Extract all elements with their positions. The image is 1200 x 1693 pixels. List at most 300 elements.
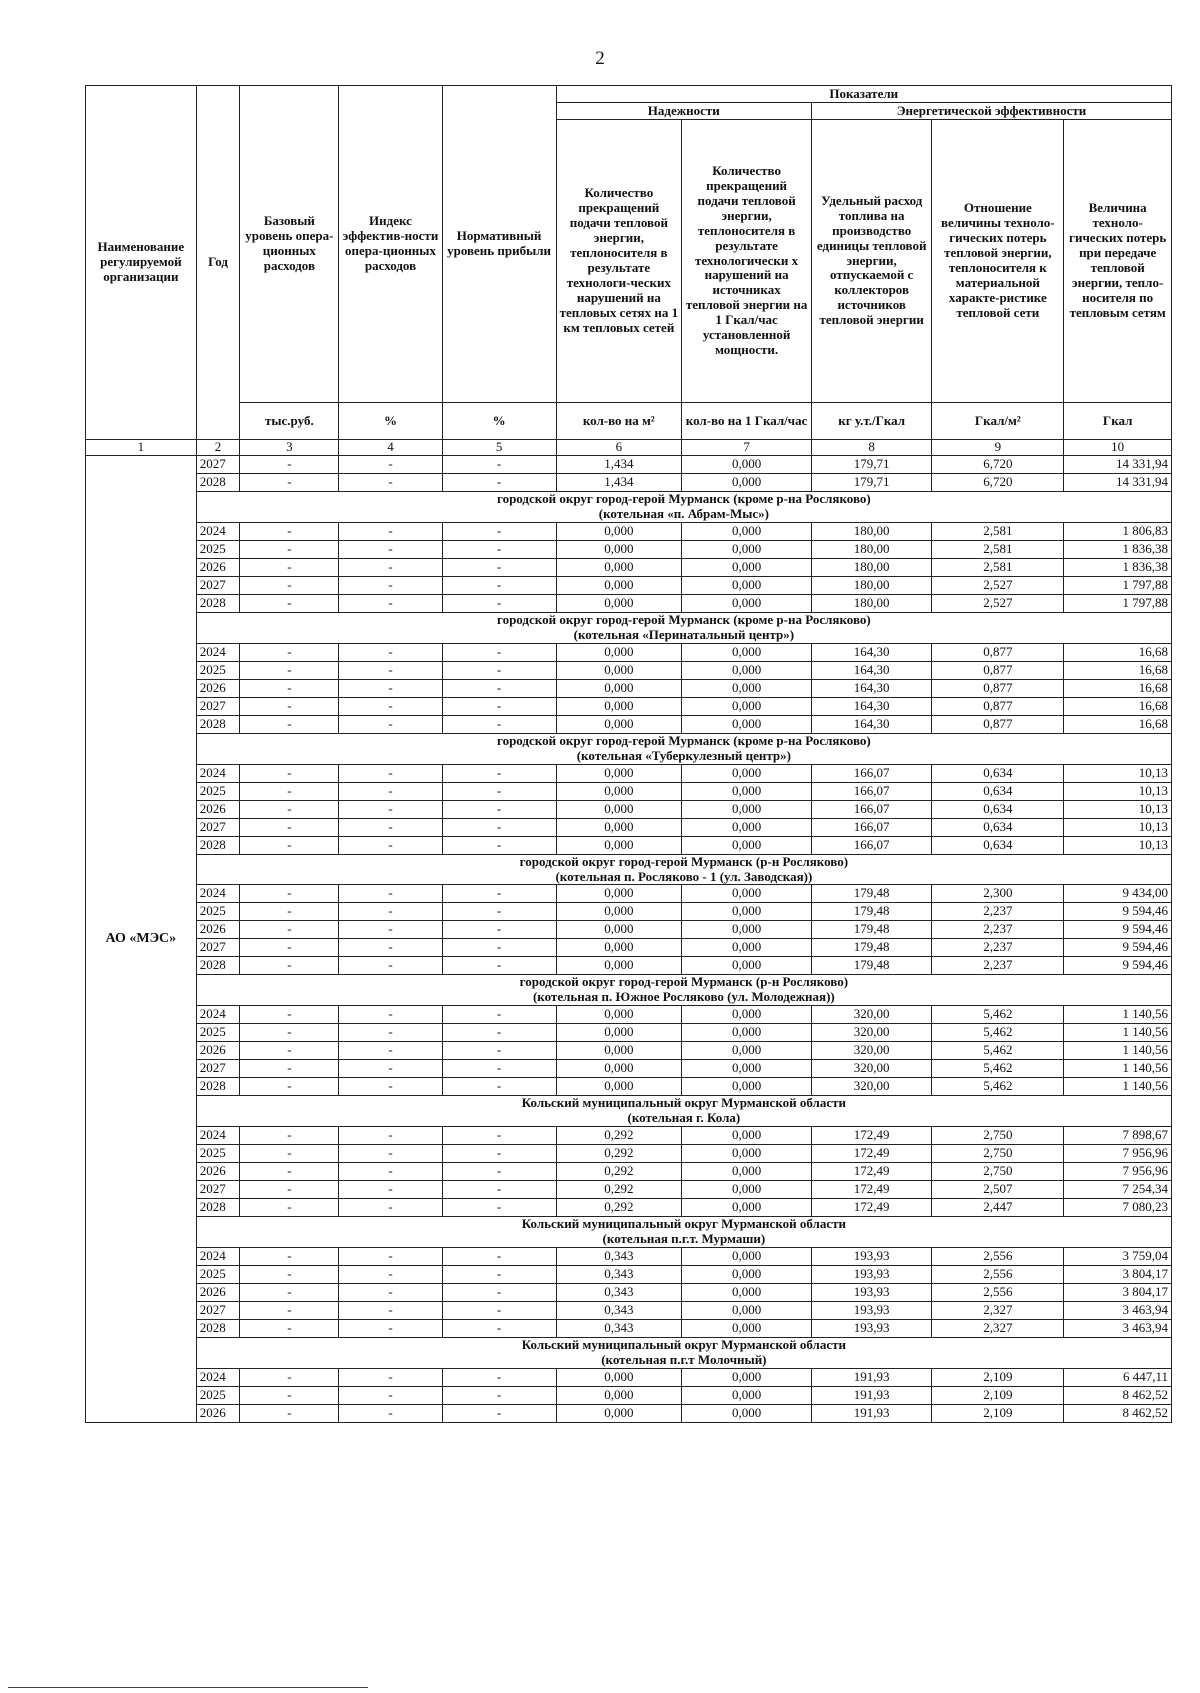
section-header-row xyxy=(86,733,1172,764)
normative-profit-cell: - xyxy=(442,1181,556,1199)
normative-profit-cell: - xyxy=(442,903,556,921)
interruptions-networks-cell: 0,000 xyxy=(556,1042,682,1060)
specific-fuel-cell: 179,71 xyxy=(812,455,932,473)
specific-fuel-cell: 320,00 xyxy=(812,1042,932,1060)
year-cell: 2027 xyxy=(196,1060,240,1078)
loss-ratio-cell: 2,237 xyxy=(932,921,1064,939)
normative-profit-cell: - xyxy=(442,1060,556,1078)
loss-ratio-cell: 0,877 xyxy=(932,679,1064,697)
header-reliability: Надежности xyxy=(556,103,812,120)
interruptions-sources-cell: 0,000 xyxy=(682,1266,812,1284)
efficiency-index-cell: - xyxy=(339,939,442,957)
normative-profit-cell: - xyxy=(442,1404,556,1422)
header-efficiency-index: Индекс эффектив-ности опера-ционных расходов xyxy=(339,86,442,403)
table-header xyxy=(86,86,1172,456)
specific-fuel-cell: 179,48 xyxy=(812,903,932,921)
loss-ratio-cell: 2,527 xyxy=(932,594,1064,612)
base-cost-cell: - xyxy=(240,1006,339,1024)
specific-fuel-cell: 179,71 xyxy=(812,473,932,491)
year-cell: 2026 xyxy=(196,921,240,939)
base-cost-cell: - xyxy=(240,957,339,975)
table-row xyxy=(86,522,1172,540)
efficiency-index-cell: - xyxy=(339,715,442,733)
losses-cell: 1 140,56 xyxy=(1064,1024,1172,1042)
normative-profit-cell: - xyxy=(442,939,556,957)
interruptions-networks-cell: 0,000 xyxy=(556,764,682,782)
base-cost-cell: - xyxy=(240,576,339,594)
loss-ratio-cell: 6,720 xyxy=(932,455,1064,473)
table-body xyxy=(86,455,1172,1422)
losses-cell: 16,68 xyxy=(1064,643,1172,661)
efficiency-index-cell: - xyxy=(339,1368,442,1386)
table-row xyxy=(86,1181,1172,1199)
normative-profit-cell: - xyxy=(442,643,556,661)
interruptions-sources-cell: 0,000 xyxy=(682,1078,812,1096)
unit-normative-profit: % xyxy=(442,403,556,440)
table-row xyxy=(86,1199,1172,1217)
year-cell: 2028 xyxy=(196,594,240,612)
interruptions-sources-cell: 0,000 xyxy=(682,939,812,957)
table-row xyxy=(86,1404,1172,1422)
normative-profit-cell: - xyxy=(442,1042,556,1060)
section-district: Кольский муниципальный округ Мурманской области xyxy=(521,1095,846,1111)
loss-ratio-cell: 2,581 xyxy=(932,522,1064,540)
normative-profit-cell: - xyxy=(442,1024,556,1042)
base-cost-cell: - xyxy=(240,939,339,957)
base-cost-cell: - xyxy=(240,1199,339,1217)
year-cell: 2027 xyxy=(196,455,240,473)
interruptions-networks-cell: 0,000 xyxy=(556,885,682,903)
normative-profit-cell: - xyxy=(442,836,556,854)
section-header-row xyxy=(86,612,1172,643)
normative-profit-cell: - xyxy=(442,455,556,473)
base-cost-cell: - xyxy=(240,1024,339,1042)
interruptions-sources-cell: 0,000 xyxy=(682,697,812,715)
base-cost-cell: - xyxy=(240,594,339,612)
interruptions-sources-cell: 0,000 xyxy=(682,576,812,594)
normative-profit-cell: - xyxy=(442,1127,556,1145)
section-boiler: (котельная «п. Абрам-Мыс») xyxy=(598,505,769,521)
interruptions-networks-cell: 0,000 xyxy=(556,818,682,836)
efficiency-index-cell: - xyxy=(339,643,442,661)
interruptions-sources-cell: 0,000 xyxy=(682,957,812,975)
loss-ratio-cell: 0,634 xyxy=(932,800,1064,818)
loss-ratio-cell: 2,327 xyxy=(932,1320,1064,1338)
specific-fuel-cell: 164,30 xyxy=(812,715,932,733)
loss-ratio-cell: 2,109 xyxy=(932,1368,1064,1386)
efficiency-index-cell: - xyxy=(339,1266,442,1284)
base-cost-cell: - xyxy=(240,1042,339,1060)
specific-fuel-cell: 164,30 xyxy=(812,679,932,697)
section-header-row xyxy=(86,491,1172,522)
base-cost-cell: - xyxy=(240,1302,339,1320)
interruptions-networks-cell: 0,000 xyxy=(556,1024,682,1042)
section-title xyxy=(196,1096,1171,1127)
interruptions-networks-cell: 0,000 xyxy=(556,540,682,558)
year-cell: 2025 xyxy=(196,1266,240,1284)
base-cost-cell: - xyxy=(240,473,339,491)
table-row xyxy=(86,1248,1172,1266)
interruptions-networks-cell: 0,000 xyxy=(556,594,682,612)
loss-ratio-cell: 5,462 xyxy=(932,1024,1064,1042)
losses-cell: 7 956,96 xyxy=(1064,1163,1172,1181)
loss-ratio-cell: 0,877 xyxy=(932,715,1064,733)
table-row xyxy=(86,1320,1172,1338)
interruptions-sources-cell: 0,000 xyxy=(682,643,812,661)
interruptions-sources-cell: 0,000 xyxy=(682,1060,812,1078)
section-district: Кольский муниципальный округ Мурманской области xyxy=(521,1337,846,1353)
normative-profit-cell: - xyxy=(442,818,556,836)
loss-ratio-cell: 5,462 xyxy=(932,1006,1064,1024)
table-row xyxy=(86,1386,1172,1404)
interruptions-networks-cell: 1,434 xyxy=(556,473,682,491)
column-number: 5 xyxy=(442,440,556,456)
normative-profit-cell: - xyxy=(442,1078,556,1096)
section-boiler: (котельная п. Росляково - 1 (ул. Заводская)) xyxy=(555,868,813,884)
interruptions-sources-cell: 0,000 xyxy=(682,1284,812,1302)
section-boiler: (котельная «Перинатальный центр») xyxy=(573,626,795,642)
table-row xyxy=(86,836,1172,854)
section-title xyxy=(196,1338,1171,1369)
normative-profit-cell: - xyxy=(442,1320,556,1338)
unit-losses: Гкал xyxy=(1064,403,1172,440)
interruptions-networks-cell: 0,343 xyxy=(556,1302,682,1320)
interruptions-sources-cell: 0,000 xyxy=(682,1042,812,1060)
column-number: 8 xyxy=(812,440,932,456)
base-cost-cell: - xyxy=(240,1368,339,1386)
efficiency-index-cell: - xyxy=(339,661,442,679)
efficiency-index-cell: - xyxy=(339,679,442,697)
specific-fuel-cell: 172,49 xyxy=(812,1163,932,1181)
specific-fuel-cell: 191,93 xyxy=(812,1404,932,1422)
interruptions-networks-cell: 0,000 xyxy=(556,782,682,800)
year-cell: 2025 xyxy=(196,1386,240,1404)
efficiency-index-cell: - xyxy=(339,1042,442,1060)
loss-ratio-cell: 2,750 xyxy=(932,1145,1064,1163)
section-header-row xyxy=(86,975,1172,1006)
table-row xyxy=(86,1006,1172,1024)
efficiency-index-cell: - xyxy=(339,818,442,836)
losses-cell: 3 804,17 xyxy=(1064,1266,1172,1284)
loss-ratio-cell: 2,507 xyxy=(932,1181,1064,1199)
losses-cell: 7 956,96 xyxy=(1064,1145,1172,1163)
interruptions-networks-cell: 1,434 xyxy=(556,455,682,473)
column-number: 9 xyxy=(932,440,1064,456)
section-title xyxy=(196,491,1171,522)
section-header-row xyxy=(86,854,1172,885)
efficiency-index-cell: - xyxy=(339,1163,442,1181)
header-indicators: Показатели xyxy=(556,86,1171,103)
table-row xyxy=(86,679,1172,697)
specific-fuel-cell: 166,07 xyxy=(812,764,932,782)
header-normative-profit: Нормативный уровень прибыли xyxy=(442,86,556,403)
normative-profit-cell: - xyxy=(442,558,556,576)
interruptions-sources-cell: 0,000 xyxy=(682,885,812,903)
year-cell: 2027 xyxy=(196,818,240,836)
interruptions-networks-cell: 0,292 xyxy=(556,1181,682,1199)
efficiency-index-cell: - xyxy=(339,697,442,715)
table-row xyxy=(86,473,1172,491)
losses-cell: 1 836,38 xyxy=(1064,540,1172,558)
specific-fuel-cell: 193,93 xyxy=(812,1248,932,1266)
efficiency-index-cell: - xyxy=(339,1078,442,1096)
base-cost-cell: - xyxy=(240,921,339,939)
specific-fuel-cell: 180,00 xyxy=(812,558,932,576)
column-number: 2 xyxy=(196,440,240,456)
losses-cell: 14 331,94 xyxy=(1064,455,1172,473)
base-cost-cell: - xyxy=(240,818,339,836)
losses-cell: 16,68 xyxy=(1064,697,1172,715)
base-cost-cell: - xyxy=(240,1284,339,1302)
losses-cell: 1 836,38 xyxy=(1064,558,1172,576)
loss-ratio-cell: 0,634 xyxy=(932,764,1064,782)
header-energy-efficiency: Энергетической эффективности xyxy=(812,103,1172,120)
specific-fuel-cell: 164,30 xyxy=(812,661,932,679)
year-cell: 2028 xyxy=(196,957,240,975)
loss-ratio-cell: 2,581 xyxy=(932,540,1064,558)
base-cost-cell: - xyxy=(240,903,339,921)
header-interruptions-networks: Количество прекращений подачи тепловой энергии, теплоносителя в результате технологи-ческих нарушений на тепловых сетях на 1 км тепловых сетей xyxy=(556,120,682,403)
table-row xyxy=(86,818,1172,836)
year-cell: 2025 xyxy=(196,1024,240,1042)
losses-cell: 9 434,00 xyxy=(1064,885,1172,903)
interruptions-sources-cell: 0,000 xyxy=(682,1248,812,1266)
efficiency-index-cell: - xyxy=(339,836,442,854)
unit-interruptions-sources: кол-во на 1 Гкал/час xyxy=(682,403,812,440)
header-base-cost: Базовый уровень опера-ционных расходов xyxy=(240,86,339,403)
interruptions-networks-cell: 0,000 xyxy=(556,1368,682,1386)
specific-fuel-cell: 320,00 xyxy=(812,1024,932,1042)
interruptions-networks-cell: 0,292 xyxy=(556,1145,682,1163)
losses-cell: 3 463,94 xyxy=(1064,1320,1172,1338)
base-cost-cell: - xyxy=(240,1078,339,1096)
table-row xyxy=(86,800,1172,818)
section-district: Кольский муниципальный округ Мурманской области xyxy=(521,1216,846,1232)
interruptions-sources-cell: 0,000 xyxy=(682,455,812,473)
interruptions-networks-cell: 0,000 xyxy=(556,661,682,679)
interruptions-sources-cell: 0,000 xyxy=(682,1199,812,1217)
normative-profit-cell: - xyxy=(442,957,556,975)
loss-ratio-cell: 0,634 xyxy=(932,836,1064,854)
base-cost-cell: - xyxy=(240,800,339,818)
efficiency-index-cell: - xyxy=(339,1302,442,1320)
efficiency-index-cell: - xyxy=(339,782,442,800)
year-cell: 2024 xyxy=(196,643,240,661)
loss-ratio-cell: 5,462 xyxy=(932,1060,1064,1078)
losses-cell: 10,13 xyxy=(1064,764,1172,782)
efficiency-index-cell: - xyxy=(339,522,442,540)
base-cost-cell: - xyxy=(240,1060,339,1078)
interruptions-networks-cell: 0,000 xyxy=(556,576,682,594)
year-cell: 2027 xyxy=(196,939,240,957)
efficiency-index-cell: - xyxy=(339,1060,442,1078)
table-row xyxy=(86,697,1172,715)
specific-fuel-cell: 166,07 xyxy=(812,800,932,818)
normative-profit-cell: - xyxy=(442,1266,556,1284)
specific-fuel-cell: 180,00 xyxy=(812,522,932,540)
interruptions-sources-cell: 0,000 xyxy=(682,818,812,836)
losses-cell: 1 140,56 xyxy=(1064,1006,1172,1024)
section-title xyxy=(196,1217,1171,1248)
table-row xyxy=(86,715,1172,733)
base-cost-cell: - xyxy=(240,1145,339,1163)
table-row xyxy=(86,782,1172,800)
efficiency-index-cell: - xyxy=(339,1320,442,1338)
interruptions-networks-cell: 0,343 xyxy=(556,1248,682,1266)
interruptions-networks-cell: 0,000 xyxy=(556,921,682,939)
year-cell: 2024 xyxy=(196,764,240,782)
efficiency-index-cell: - xyxy=(339,1284,442,1302)
interruptions-networks-cell: 0,000 xyxy=(556,1404,682,1422)
interruptions-networks-cell: 0,000 xyxy=(556,697,682,715)
specific-fuel-cell: 191,93 xyxy=(812,1368,932,1386)
specific-fuel-cell: 179,48 xyxy=(812,939,932,957)
table-row xyxy=(86,939,1172,957)
section-boiler: (котельная г. Кола) xyxy=(627,1110,741,1126)
base-cost-cell: - xyxy=(240,1386,339,1404)
interruptions-sources-cell: 0,000 xyxy=(682,540,812,558)
unit-efficiency-index: % xyxy=(339,403,442,440)
page-number: 2 xyxy=(595,48,605,69)
column-number: 3 xyxy=(240,440,339,456)
interruptions-sources-cell: 0,000 xyxy=(682,1163,812,1181)
efficiency-index-cell: - xyxy=(339,1006,442,1024)
normative-profit-cell: - xyxy=(442,921,556,939)
year-cell: 2025 xyxy=(196,1145,240,1163)
header-org: Наименование регулируемой организации xyxy=(86,86,197,440)
year-cell: 2027 xyxy=(196,1181,240,1199)
normative-profit-cell: - xyxy=(442,540,556,558)
unit-interruptions-networks: кол-во на м² xyxy=(556,403,682,440)
specific-fuel-cell: 320,00 xyxy=(812,1078,932,1096)
loss-ratio-cell: 2,300 xyxy=(932,885,1064,903)
base-cost-cell: - xyxy=(240,1248,339,1266)
normative-profit-cell: - xyxy=(442,782,556,800)
loss-ratio-cell: 2,109 xyxy=(932,1404,1064,1422)
efficiency-index-cell: - xyxy=(339,540,442,558)
interruptions-networks-cell: 0,343 xyxy=(556,1284,682,1302)
base-cost-cell: - xyxy=(240,643,339,661)
loss-ratio-cell: 0,877 xyxy=(932,643,1064,661)
normative-profit-cell: - xyxy=(442,800,556,818)
losses-cell: 9 594,46 xyxy=(1064,921,1172,939)
losses-cell: 16,68 xyxy=(1064,679,1172,697)
specific-fuel-cell: 179,48 xyxy=(812,885,932,903)
efficiency-index-cell: - xyxy=(339,558,442,576)
table-row xyxy=(86,1078,1172,1096)
column-number: 6 xyxy=(556,440,682,456)
specific-fuel-cell: 166,07 xyxy=(812,782,932,800)
interruptions-sources-cell: 0,000 xyxy=(682,594,812,612)
specific-fuel-cell: 164,30 xyxy=(812,697,932,715)
losses-cell: 1 797,88 xyxy=(1064,576,1172,594)
loss-ratio-cell: 2,109 xyxy=(932,1386,1064,1404)
normative-profit-cell: - xyxy=(442,594,556,612)
efficiency-index-cell: - xyxy=(339,1386,442,1404)
year-cell: 2024 xyxy=(196,522,240,540)
normative-profit-cell: - xyxy=(442,1145,556,1163)
specific-fuel-cell: 180,00 xyxy=(812,576,932,594)
efficiency-index-cell: - xyxy=(339,594,442,612)
table-row xyxy=(86,1024,1172,1042)
losses-cell: 10,13 xyxy=(1064,800,1172,818)
normative-profit-cell: - xyxy=(442,1368,556,1386)
base-cost-cell: - xyxy=(240,782,339,800)
interruptions-sources-cell: 0,000 xyxy=(682,1320,812,1338)
column-number: 1 xyxy=(86,440,197,456)
table-row xyxy=(86,1060,1172,1078)
year-cell: 2024 xyxy=(196,885,240,903)
interruptions-sources-cell: 0,000 xyxy=(682,1181,812,1199)
specific-fuel-cell: 172,49 xyxy=(812,1181,932,1199)
loss-ratio-cell: 2,581 xyxy=(932,558,1064,576)
interruptions-sources-cell: 0,000 xyxy=(682,558,812,576)
unit-base-cost: тыс.руб. xyxy=(240,403,339,440)
header-year: Год xyxy=(196,86,240,440)
interruptions-networks-cell: 0,343 xyxy=(556,1320,682,1338)
specific-fuel-cell: 320,00 xyxy=(812,1060,932,1078)
column-number: 4 xyxy=(339,440,442,456)
interruptions-sources-cell: 0,000 xyxy=(682,522,812,540)
section-header-row xyxy=(86,1217,1172,1248)
year-cell: 2024 xyxy=(196,1368,240,1386)
efficiency-index-cell: - xyxy=(339,455,442,473)
interruptions-sources-cell: 0,000 xyxy=(682,1404,812,1422)
specific-fuel-cell: 179,48 xyxy=(812,921,932,939)
interruptions-networks-cell: 0,000 xyxy=(556,679,682,697)
interruptions-networks-cell: 0,000 xyxy=(556,1060,682,1078)
table-row xyxy=(86,540,1172,558)
table-row xyxy=(86,558,1172,576)
efficiency-index-cell: - xyxy=(339,1145,442,1163)
table-row xyxy=(86,957,1172,975)
normative-profit-cell: - xyxy=(442,1284,556,1302)
loss-ratio-cell: 0,634 xyxy=(932,818,1064,836)
year-cell: 2026 xyxy=(196,1284,240,1302)
losses-cell: 9 594,46 xyxy=(1064,939,1172,957)
interruptions-sources-cell: 0,000 xyxy=(682,800,812,818)
year-cell: 2028 xyxy=(196,473,240,491)
efficiency-index-cell: - xyxy=(339,885,442,903)
specific-fuel-cell: 172,49 xyxy=(812,1127,932,1145)
efficiency-index-cell: - xyxy=(339,921,442,939)
normative-profit-cell: - xyxy=(442,697,556,715)
base-cost-cell: - xyxy=(240,661,339,679)
loss-ratio-cell: 0,877 xyxy=(932,661,1064,679)
footer-rule xyxy=(8,1687,368,1688)
loss-ratio-cell: 2,237 xyxy=(932,903,1064,921)
losses-cell: 16,68 xyxy=(1064,715,1172,733)
section-district: городской округ город-герой Мурманск (кроме р-на Росляково) xyxy=(497,490,871,506)
loss-ratio-cell: 2,447 xyxy=(932,1199,1064,1217)
organization-name: АО «МЭС» xyxy=(86,455,197,1422)
interruptions-networks-cell: 0,000 xyxy=(556,836,682,854)
header-interruptions-sources: Количество прекращений подачи тепловой энергии, теплоносителя в результате технологически х нарушений на источниках тепловой энергии на 1 Гкал/час установленной мощности. xyxy=(682,120,812,403)
interruptions-networks-cell: 0,292 xyxy=(556,1127,682,1145)
specific-fuel-cell: 180,00 xyxy=(812,594,932,612)
year-cell: 2026 xyxy=(196,679,240,697)
table-row xyxy=(86,1163,1172,1181)
table-row xyxy=(86,1284,1172,1302)
table-row xyxy=(86,885,1172,903)
section-district: городской округ город-герой Мурманск (кроме р-на Росляково) xyxy=(497,732,871,748)
efficiency-index-cell: - xyxy=(339,1127,442,1145)
interruptions-sources-cell: 0,000 xyxy=(682,473,812,491)
interruptions-sources-cell: 0,000 xyxy=(682,1127,812,1145)
section-boiler: (котельная «Туберкулезный центр») xyxy=(576,747,791,763)
losses-cell: 7 080,23 xyxy=(1064,1199,1172,1217)
base-cost-cell: - xyxy=(240,1266,339,1284)
